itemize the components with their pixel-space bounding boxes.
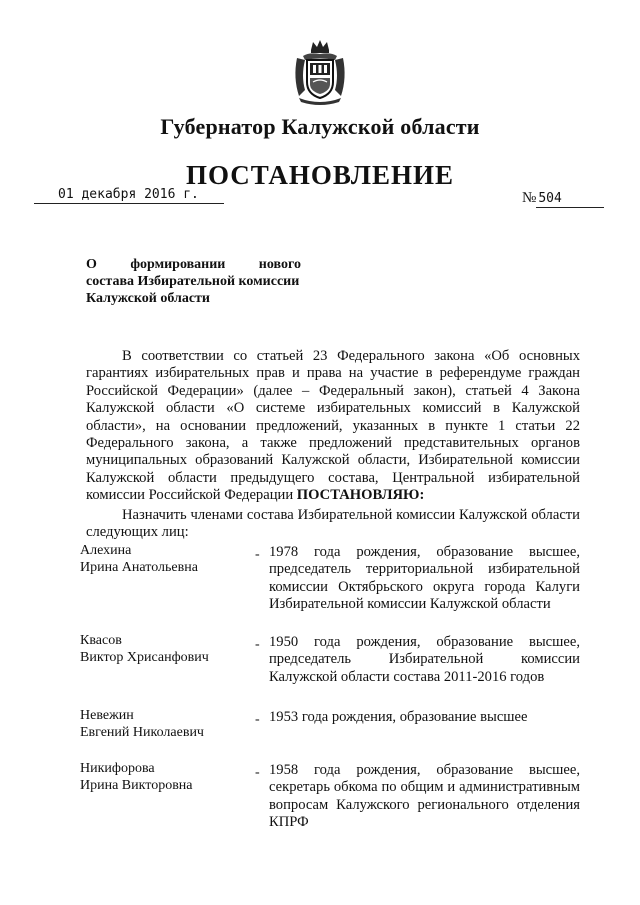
member-name: [80, 632, 250, 666]
member-surname: Невежин: [80, 708, 134, 723]
member-description: 1978 года рождения, образование высшее, председатель территориальной избирательной комиссии Октябрьского округа города Калуги Избирательной комиссии Калужской области: [269, 544, 580, 613]
preamble-text: В соответствии со статьей 23 Федерального закона «Об основных гарантиях избирательных прав и права на участие в референдуме граждан Российской Федерации» (далее – Федеральный закон), статьей 4 Закона Калужской области «О системе избирательных комиссий в Калужской области», на основании предложений, указанных в пункте 1 статьи 22 Федерального закона, а также предложений представительных органов муниципальных образований Калужской области, Избирательной комиссии Калужской области предыдущего состава, Центральной избирательной комиссии Российской Федерации: [86, 348, 580, 504]
member-given-name: Виктор Хрисанфович: [80, 650, 209, 665]
member-given-name: Ирина Анатольевна: [80, 560, 198, 575]
member-surname: Никифорова: [80, 761, 155, 776]
member-dash: -: [255, 547, 260, 562]
member-dash: -: [255, 637, 260, 652]
member-name: [80, 760, 250, 794]
subject-line-3: Калужской области: [86, 291, 210, 306]
number-sign: №: [522, 190, 537, 206]
member-dash: -: [255, 712, 260, 727]
member-description: 1958 года рождения, образование высшее, секретарь обкома по общим и административным вопросам Калужского регионального отделения КПРФ: [269, 762, 580, 831]
preamble-keyword: ПОСТАНОВЛЯЮ:: [296, 487, 425, 504]
member-description: 1950 года рождения, образование высшее, председатель Избирательной комиссии Калужской области состава 2011-2016 годов: [269, 634, 580, 685]
subject-word: О: [86, 257, 97, 272]
member-name: [80, 707, 250, 741]
member-given-name: Ирина Викторовна: [80, 778, 193, 793]
subject-line-1: [86, 256, 301, 273]
document-number: 504: [536, 190, 604, 208]
decree-paragraph: Назначить членами состава Избирательной комиссии Калужской области следующих лиц:: [86, 507, 580, 541]
document-date: 01 декабря 2016 г.: [34, 186, 224, 204]
preamble-paragraph: [86, 348, 580, 505]
issuer-title: Губернатор Калужской области: [160, 114, 480, 139]
member-description: 1953 года рождения, образование высшее: [269, 709, 528, 725]
document-number-field: [522, 190, 604, 208]
member-surname: Квасов: [80, 633, 122, 648]
coat-of-arms-emblem: [289, 38, 351, 106]
subject-word: нового: [258, 257, 301, 272]
document-type-heading: ПОСТАНОВЛЕНИЕ: [185, 160, 455, 190]
subject-word: формировании: [130, 257, 226, 272]
member-surname: Алехина: [80, 543, 132, 558]
member-dash: -: [255, 765, 260, 780]
member-name: [80, 542, 250, 576]
document-subject: [86, 256, 301, 307]
subject-line-2: состава Избирательной комиссии: [86, 274, 300, 289]
member-given-name: Евгений Николаевич: [80, 725, 204, 740]
